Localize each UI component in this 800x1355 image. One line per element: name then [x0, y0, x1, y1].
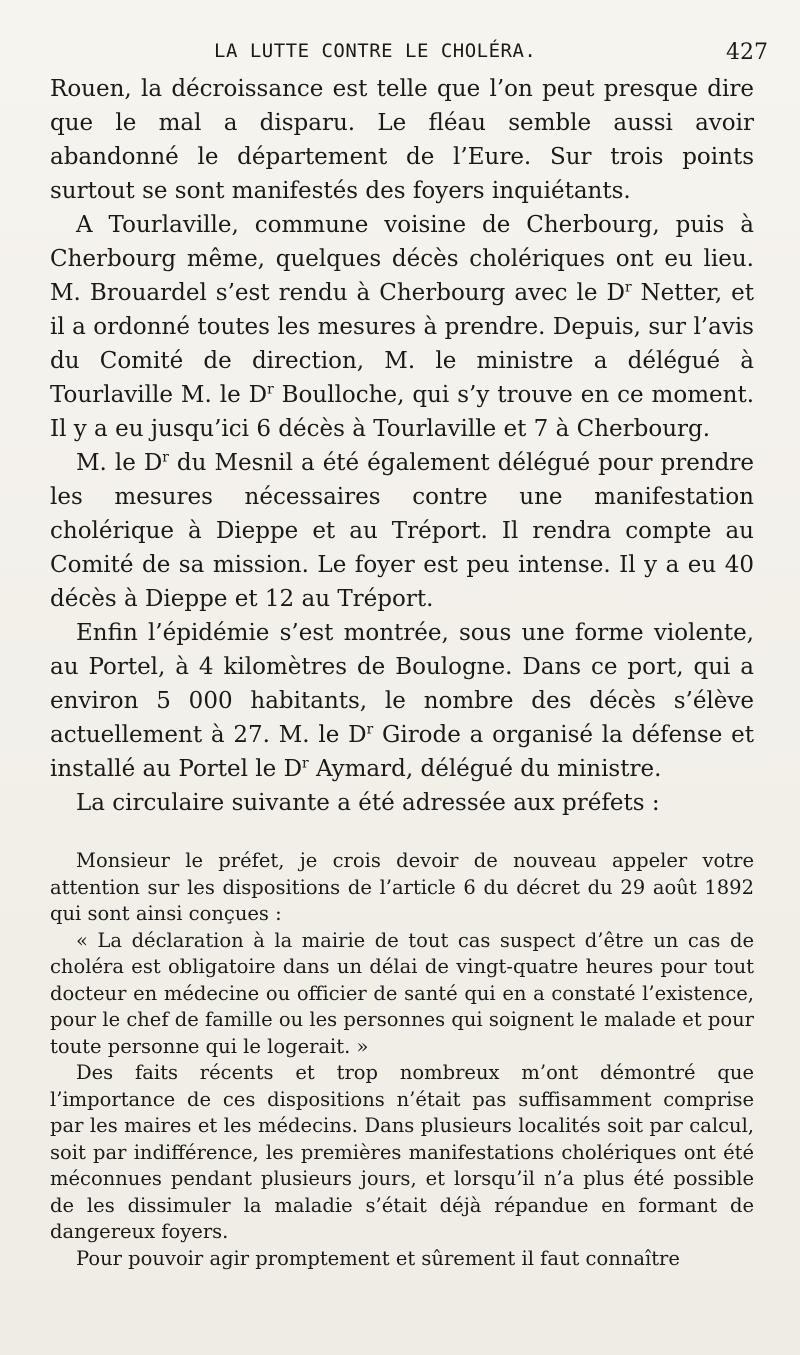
circular-text — [50, 848, 754, 1272]
superscript-r: r — [162, 449, 169, 466]
circular-paragraph-1: Monsieur le préfet, je crois devoir de nouveau appeler votre attention sur les dispositions de l’article 6 du décret du 29 août 1892 qui sont ainsi conçues : — [50, 849, 754, 925]
page-number: 427 — [726, 40, 768, 65]
superscript-r: r — [366, 721, 374, 738]
circular-paragraph-4: Pour pouvoir agir promptement et sûrement il faut connaître — [76, 1246, 680, 1270]
page-header — [0, 40, 800, 70]
superscript-r: r — [624, 279, 632, 296]
superscript-r: r — [267, 381, 274, 398]
running-title: LA LUTTE CONTRE LE CHOLÉRA. — [214, 40, 537, 62]
text-span: Netter, et il a ordonné toutes les mesures à prendre. Depuis, sur l’avis du Comité de direction, M. le ministre a délégué à Tourlaville M. le D — [50, 280, 755, 408]
text-span: A Tourlaville, commune voisine de Cherbourg, puis à Cherbourg même, quelques décès cholériques ont eu lieu. M. Brouardel s’est rendu à Cherbourg avec le D — [50, 212, 754, 306]
superscript-r: r — [302, 755, 309, 772]
circular-paragraph-3: Des faits récents et trop nombreux m’ont démontré que l’importance de ces dispositions n’était pas suffisamment comprise par les maires et les médecins. Dans plusieurs localités soit par calcul, soit par indifférence, les premières manifestations cholériques ont été méconnues pendant plusieurs jours, et lorsqu’il n’a plus été possible de les dissimuler la maladie s’était déjà répandue en formant de dangereux foyers. — [50, 1061, 754, 1243]
text-span: M. le D — [76, 450, 163, 476]
main-text — [50, 72, 754, 820]
text-span: Aymard, délégué du ministre. — [308, 756, 662, 782]
paragraph-portel — [50, 616, 754, 786]
paragraph-tourlaville — [50, 208, 754, 446]
text-span: Boulloche, qui s’y trouve en ce moment. Il y a eu jusqu’ici 6 décès à Tourlaville et 7 à Cherbourg. — [50, 382, 754, 442]
text-span: du Mesnil a été également délégué pour prendre les mesures nécessaires contre une manifestation cholérique à Dieppe et au Tréport. Il rendra compte au Comité de sa mission. Le foyer est peu intense. Il y a eu 40 décès à Dieppe et 12 au Tréport. — [50, 450, 754, 612]
text-span: Enfin l’épidémie s’est montrée, sous une forme violente, au Portel, à 4 kilomètres de Boulogne. Dans ce port, qui a environ 5 000 habitants, le nombre des décès s’élève actuellement à 27. M. le D — [50, 620, 754, 748]
circular-paragraph-2: « La déclaration à la mairie de tout cas suspect d’être un cas de choléra est obligatoire dans un délai de vingt-quatre heures pour tout docteur en médecine ou officier de santé qui en a constaté l’existence, pour le chef de famille ou les personnes qui soignent le malade et pour toute personne qui le logerait. » — [50, 928, 754, 1058]
paragraph-dieppe — [50, 446, 754, 616]
paragraph-rouen: Rouen, la décroissance est telle que l’on peut presque dire que le mal a disparu. Le fléau semble aussi avoir abandonné le département de l’Eure. Sur trois points surtout se sont manifestés des foyers inquiétants. — [50, 76, 754, 204]
text-span: Girode a organisé la défense et installé au Portel le D — [50, 722, 754, 782]
paragraph-circulaire-intro: La circulaire suivante a été adressée aux préfets : — [76, 790, 660, 816]
